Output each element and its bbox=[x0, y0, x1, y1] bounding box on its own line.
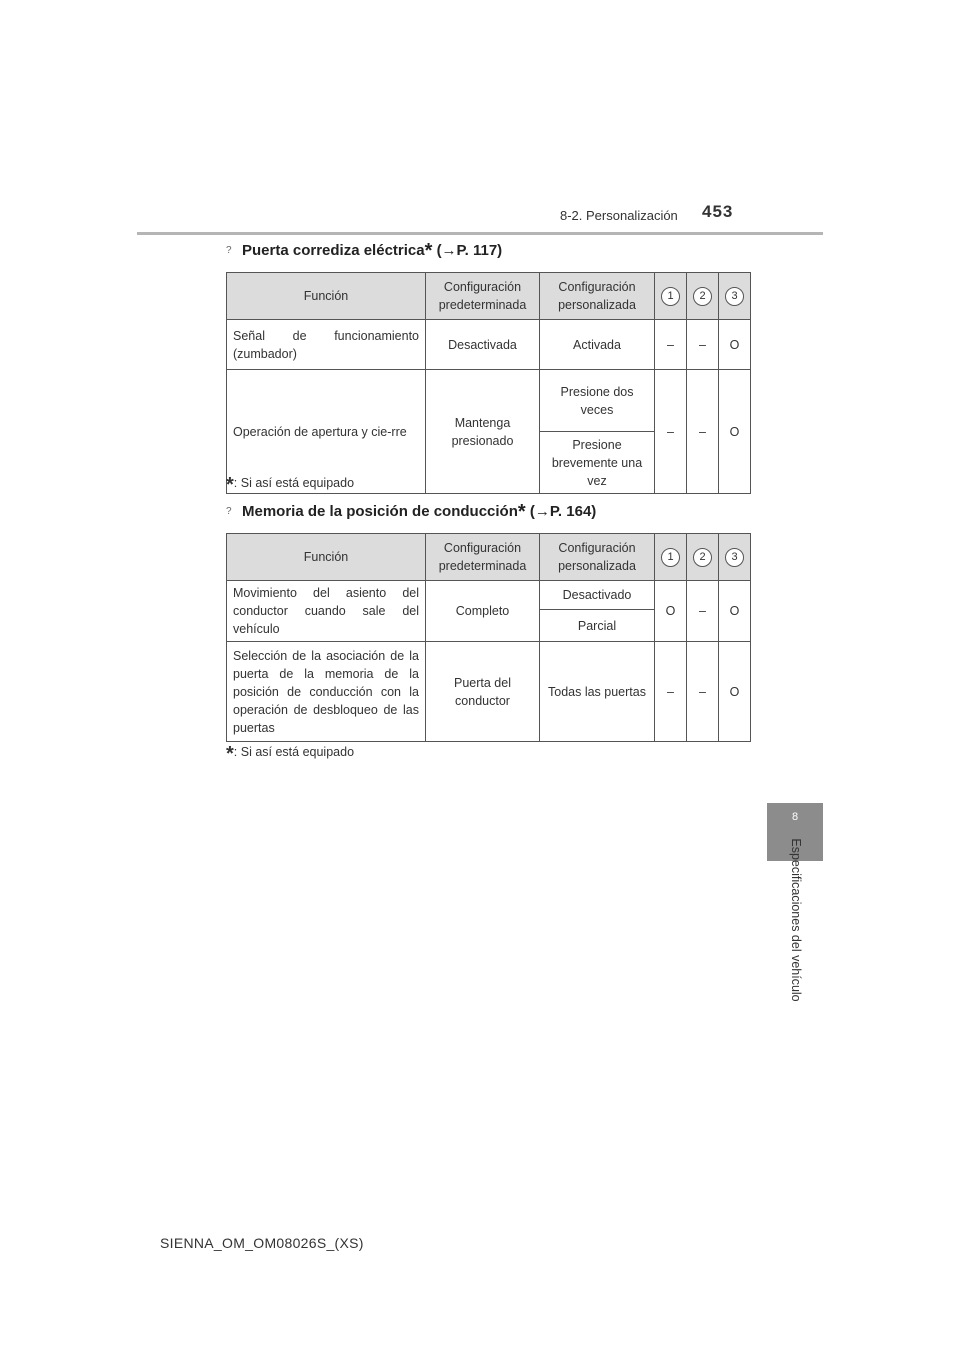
section-title-text: Memoria de la posición de conducción bbox=[242, 503, 518, 520]
settings-table bbox=[226, 272, 751, 494]
function-cell: Selección de la asociación de la puerta de la memoria de la posición de conducción con la operación de desbloqueo de las puertas bbox=[227, 642, 426, 742]
column-header bbox=[655, 273, 687, 320]
column-header bbox=[687, 273, 719, 320]
chapter-number: 8 bbox=[791, 811, 799, 823]
column-header: Configuración personalizada bbox=[540, 534, 655, 581]
header-section: 8-2. Personalización bbox=[560, 208, 678, 223]
table-row bbox=[227, 642, 751, 742]
function-cell: Movimiento del asiento del conductor cuando sale del vehículo bbox=[227, 581, 426, 642]
asterisk-icon: * bbox=[424, 240, 433, 262]
column-header: Configuración predeterminada bbox=[426, 273, 540, 320]
circled-number: 1 bbox=[661, 548, 680, 567]
default-cell: Puerta del conductor bbox=[426, 642, 540, 742]
custom-cell: Presione brevemente una vez bbox=[540, 432, 655, 494]
mark-cell: – bbox=[655, 642, 687, 742]
default-cell: Completo bbox=[426, 581, 540, 642]
table-row bbox=[227, 320, 751, 370]
document-code: SIENNA_OM_OM08026S_(XS) bbox=[160, 1235, 364, 1251]
section-title-text: Puerta corrediza eléctrica bbox=[242, 242, 425, 259]
column-header: Configuración personalizada bbox=[540, 273, 655, 320]
column-header bbox=[719, 273, 751, 320]
column-header: Función bbox=[227, 273, 426, 320]
asterisk-icon: * bbox=[226, 743, 234, 765]
function-cell: Operación de apertura y cie-rre bbox=[227, 370, 426, 494]
page-reference: (→P. 164) bbox=[529, 503, 597, 520]
table-header-row bbox=[227, 273, 751, 320]
table-header-row bbox=[227, 534, 751, 581]
footnote bbox=[226, 474, 355, 496]
mark-cell: O bbox=[655, 581, 687, 642]
footnote-text: : Si así está equipado bbox=[233, 476, 355, 490]
mark-cell: – bbox=[687, 642, 719, 742]
table-row bbox=[227, 581, 751, 610]
bullet-icon: ? bbox=[226, 506, 232, 517]
bullet-icon: ? bbox=[226, 245, 232, 256]
table-row bbox=[227, 370, 751, 432]
mark-cell: O bbox=[719, 370, 751, 494]
custom-cell: Presione dos veces bbox=[540, 370, 655, 432]
page-number: 453 bbox=[702, 202, 734, 221]
circled-number: 2 bbox=[693, 548, 712, 567]
settings-table bbox=[226, 533, 751, 742]
custom-cell: Activada bbox=[540, 320, 655, 370]
default-cell: Mantenga presionado bbox=[426, 370, 540, 494]
circled-number: 3 bbox=[725, 548, 744, 567]
column-header bbox=[687, 534, 719, 581]
column-header bbox=[655, 534, 687, 581]
circled-number: 3 bbox=[725, 287, 744, 306]
mark-cell: – bbox=[655, 370, 687, 494]
column-header: Configuración predeterminada bbox=[426, 534, 540, 581]
footnote bbox=[226, 743, 355, 765]
default-cell: Desactivada bbox=[426, 320, 540, 370]
mark-cell: O bbox=[719, 581, 751, 642]
asterisk-icon: * bbox=[226, 474, 234, 496]
section-title bbox=[226, 240, 503, 262]
footnote-text: : Si así está equipado bbox=[233, 745, 355, 759]
chapter-label: Especificaciones del vehículo bbox=[789, 838, 803, 1002]
mark-cell: O bbox=[719, 320, 751, 370]
custom-cell: Todas las puertas bbox=[540, 642, 655, 742]
header-rule bbox=[137, 232, 823, 235]
circled-number: 1 bbox=[661, 287, 680, 306]
section-title bbox=[226, 501, 597, 523]
column-header: Función bbox=[227, 534, 426, 581]
asterisk-icon: * bbox=[517, 501, 526, 523]
page-reference: (→P. 117) bbox=[436, 242, 503, 259]
mark-cell: – bbox=[687, 320, 719, 370]
custom-cell: Parcial bbox=[540, 610, 655, 642]
mark-cell: – bbox=[655, 320, 687, 370]
mark-cell: – bbox=[687, 581, 719, 642]
mark-cell: O bbox=[719, 642, 751, 742]
custom-cell: Desactivado bbox=[540, 581, 655, 610]
column-header bbox=[719, 534, 751, 581]
function-cell: Señal de funcionamiento (zumbador) bbox=[227, 320, 426, 370]
mark-cell: – bbox=[687, 370, 719, 494]
circled-number: 2 bbox=[693, 287, 712, 306]
